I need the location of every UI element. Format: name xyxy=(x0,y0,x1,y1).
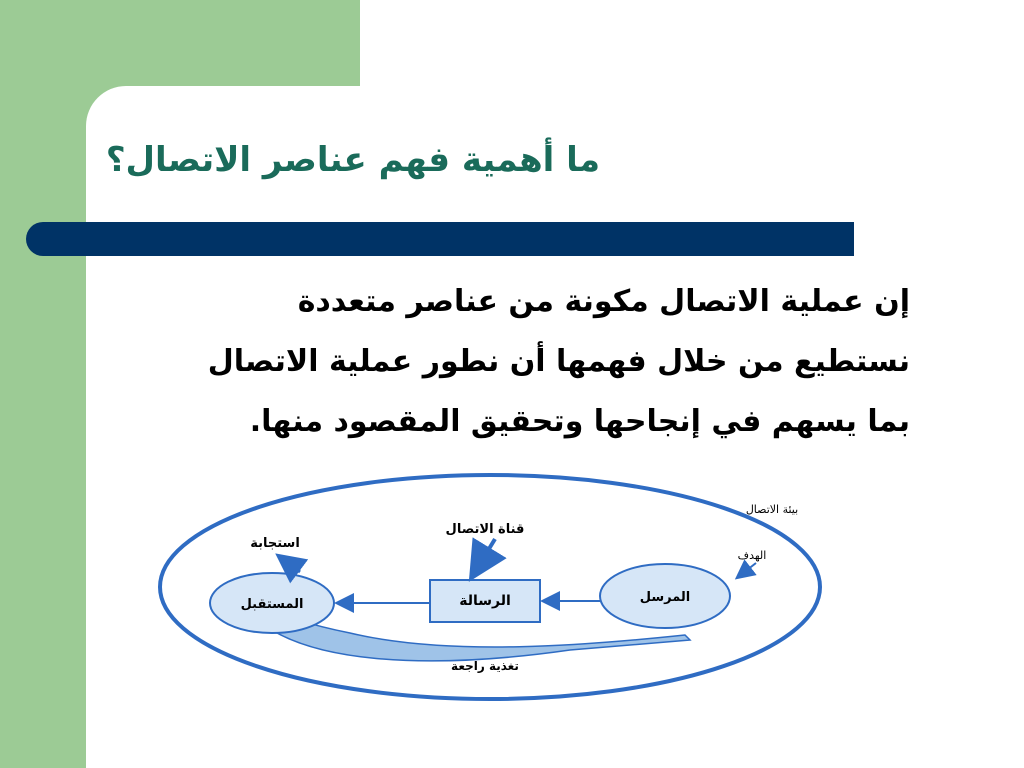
environment-label: بيئة الاتصال xyxy=(745,503,799,516)
goal-arrow xyxy=(738,563,756,577)
body-text xyxy=(100,272,910,452)
left-green-band xyxy=(0,0,86,768)
receiver-label: المستقبل xyxy=(240,597,304,612)
channel-arrow xyxy=(473,539,495,575)
message-label: الرسالة xyxy=(459,593,511,609)
communication-diagram xyxy=(150,465,850,705)
sender-label: المرسل xyxy=(639,590,691,605)
slide-title: ما أهمية فهم عناصر الاتصال؟ xyxy=(105,140,600,180)
title-divider-bar xyxy=(26,222,854,256)
goal-label: الهدف xyxy=(737,549,767,562)
communication-diagram-svg xyxy=(150,465,850,705)
top-white-area xyxy=(360,0,1024,86)
body-line-2: نستطيع من خلال فهمها أن نطور عملية الاتصال xyxy=(207,344,910,379)
channel-label: قناة الاتصال xyxy=(445,522,525,537)
response-label: استجابة xyxy=(250,536,300,551)
top-green-band xyxy=(0,0,360,86)
response-arrow xyxy=(280,557,300,572)
body-line-1: إن عملية الاتصال مكونة من عناصر متعددة xyxy=(297,284,910,319)
feedback-label: تغذية راجعة xyxy=(451,659,519,673)
body-line-3: بما يسهم في إنجاحها وتحقيق المقصود منها. xyxy=(249,404,910,439)
